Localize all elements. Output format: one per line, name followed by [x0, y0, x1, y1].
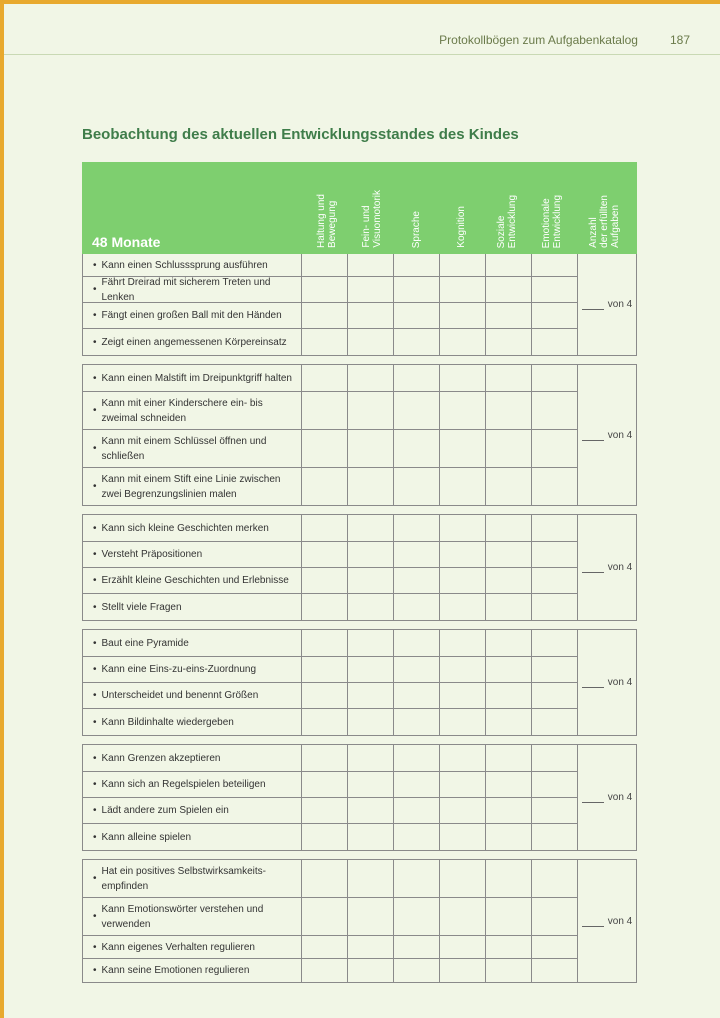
item-description: [83, 657, 302, 682]
checkbox-cell[interactable]: [348, 277, 394, 302]
column-header-count: [574, 162, 634, 254]
item-description: [83, 515, 302, 541]
table-row: [83, 365, 578, 392]
group-rows: [83, 254, 578, 355]
table-row: [83, 594, 578, 620]
checkbox-cell[interactable]: [394, 630, 440, 656]
item-text: Stellt viele Fragen: [101, 601, 182, 613]
observation-table: [82, 162, 637, 983]
item-text: Kann mit einem Schlüssel öffnen und schließen: [101, 435, 267, 462]
checkbox-cell[interactable]: [348, 860, 394, 897]
item-text: Lädt andere zum Spielen ein: [101, 805, 229, 816]
checkbox-cell[interactable]: [486, 515, 532, 541]
checkbox-cell[interactable]: [394, 392, 440, 429]
item-description: [83, 959, 302, 982]
bullet-icon: •: [93, 965, 97, 976]
checkbox-cell[interactable]: [486, 657, 532, 682]
item-text: Kann Emotionswörter verstehen und verwenden: [101, 903, 264, 930]
table-row: [83, 568, 578, 594]
item-text: Fängt einen großen Ball mit den Händen: [101, 310, 282, 321]
checkbox-cell[interactable]: [302, 568, 348, 593]
checkbox-cell[interactable]: [302, 898, 348, 935]
column-header: [304, 162, 349, 254]
table-header: [82, 162, 637, 254]
checkbox-cell[interactable]: [302, 745, 348, 771]
item-text: Kann seine Emotionen regulieren: [101, 965, 250, 976]
checkbox-cell[interactable]: [440, 772, 486, 797]
item-groups: [82, 254, 637, 983]
checkbox-cell[interactable]: [348, 568, 394, 593]
checkbox-cell[interactable]: [302, 959, 348, 982]
bullet-icon: •: [93, 481, 97, 492]
page-number: 187: [669, 33, 690, 47]
checkbox-cell[interactable]: [394, 303, 440, 328]
checkbox-cell[interactable]: [302, 772, 348, 797]
checkbox-cell[interactable]: [440, 303, 486, 328]
checkbox-cell[interactable]: [394, 898, 440, 935]
column-header-label: Emotionale Entwicklung: [540, 194, 563, 248]
table-row: [83, 392, 578, 430]
group-rows: [83, 860, 578, 982]
item-text: Kann mit einem Stift eine Linie zwischen zwei Begrenzungslinien malen: [101, 473, 281, 500]
item-text: Kann einen Malstift im Dreipunktgriff halten: [101, 372, 292, 384]
checkbox-cell[interactable]: [532, 657, 578, 682]
table-row: [83, 630, 578, 657]
checkbox-cell[interactable]: [532, 860, 578, 897]
checkbox-cell[interactable]: [486, 745, 532, 771]
checkbox-cell[interactable]: [348, 254, 394, 276]
checkbox-cell[interactable]: [302, 709, 348, 735]
item-description: [83, 898, 302, 935]
checkbox-cell[interactable]: [394, 860, 440, 897]
page-frame-top: [0, 0, 720, 4]
column-header-label: Sprache: [411, 210, 422, 248]
bullet-icon: •: [93, 779, 97, 790]
checkbox-cell[interactable]: [440, 798, 486, 823]
checkbox-cell[interactable]: [302, 683, 348, 708]
item-description: [83, 568, 302, 593]
item-description: [83, 683, 302, 708]
count-cell[interactable]: [578, 860, 636, 982]
table-row: [83, 798, 578, 824]
item-text: Kann sich an Regelspielen beteiligen: [101, 779, 266, 790]
age-header: [82, 162, 304, 254]
checkbox-cell[interactable]: [486, 798, 532, 823]
checkbox-cell[interactable]: [348, 365, 394, 391]
item-group: [82, 254, 637, 356]
checkbox-cell[interactable]: [348, 824, 394, 850]
count-blank[interactable]: [582, 562, 604, 573]
item-text: Kann eine Eins-zu-eins-Zuordnung: [101, 664, 257, 675]
running-header: [439, 33, 690, 47]
bullet-icon: •: [93, 752, 97, 764]
count-suffix: von 4: [607, 429, 633, 441]
item-group: [82, 364, 637, 506]
checkbox-cell[interactable]: [348, 468, 394, 505]
checkbox-cell[interactable]: [532, 254, 578, 276]
checkbox-cell[interactable]: [394, 798, 440, 823]
checkbox-cell[interactable]: [302, 542, 348, 567]
bullet-icon: •: [93, 716, 97, 728]
table-row: [83, 745, 578, 772]
count-blank[interactable]: [582, 299, 604, 310]
checkbox-cell[interactable]: [440, 542, 486, 567]
checkbox-cell[interactable]: [532, 772, 578, 797]
column-header: [484, 162, 529, 254]
checkbox-cell[interactable]: [348, 709, 394, 735]
checkbox-cell[interactable]: [302, 824, 348, 850]
bullet-icon: •: [93, 310, 97, 321]
table-row: [83, 898, 578, 936]
checkbox-cell[interactable]: [302, 303, 348, 328]
checkbox-cell[interactable]: [394, 468, 440, 505]
checkbox-cell[interactable]: [302, 468, 348, 505]
table-row: [83, 824, 578, 850]
checkbox-cell[interactable]: [532, 515, 578, 541]
checkbox-cell[interactable]: [532, 303, 578, 328]
item-description: [83, 468, 302, 505]
checkbox-cell[interactable]: [394, 657, 440, 682]
column-header: [529, 162, 574, 254]
table-row: [83, 303, 578, 329]
checkbox-cell[interactable]: [532, 898, 578, 935]
bullet-icon: •: [93, 601, 97, 613]
checkbox-cell[interactable]: [394, 959, 440, 982]
checkbox-cell[interactable]: [394, 772, 440, 797]
checkbox-cell[interactable]: [440, 657, 486, 682]
checkbox-cell[interactable]: [348, 657, 394, 682]
table-row: [83, 468, 578, 505]
item-text: Kann mit einer Kinderschere ein- bis zweimal schneiden: [101, 397, 263, 424]
count-blank[interactable]: [582, 792, 604, 803]
table-row: [83, 860, 578, 898]
section-title: Beobachtung des aktuellen Entwicklungsstandes des Kindes: [82, 126, 519, 143]
count-cell[interactable]: [578, 630, 636, 735]
bullet-icon: •: [93, 805, 97, 816]
item-description: [83, 542, 302, 567]
item-description: [83, 430, 302, 467]
checkbox-cell[interactable]: [532, 594, 578, 620]
count-suffix: von 4: [607, 792, 633, 803]
column-header-label: Haltung und Bewegung: [315, 194, 338, 248]
item-text: Versteht Präpositionen: [101, 549, 203, 560]
checkbox-cell[interactable]: [394, 515, 440, 541]
checkbox-cell[interactable]: [486, 542, 532, 567]
bullet-icon: •: [93, 259, 97, 271]
checkbox-cell[interactable]: [532, 798, 578, 823]
table-row: [83, 515, 578, 542]
checkbox-cell[interactable]: [486, 683, 532, 708]
checkbox-cell[interactable]: [486, 709, 532, 735]
checkbox-cell[interactable]: [440, 392, 486, 429]
table-row: [83, 683, 578, 709]
column-header-label: Soziale Entwicklung: [495, 194, 518, 248]
checkbox-cell[interactable]: [440, 745, 486, 771]
count-cell[interactable]: [578, 745, 636, 850]
checkbox-cell[interactable]: [440, 709, 486, 735]
checkbox-cell[interactable]: [394, 594, 440, 620]
checkbox-cell[interactable]: [302, 392, 348, 429]
checkbox-cell[interactable]: [532, 542, 578, 567]
column-header-label: Anzahl der erfüllten Aufgaben: [587, 195, 621, 248]
item-description: [83, 303, 302, 328]
checkbox-cell[interactable]: [486, 365, 532, 391]
checkbox-cell[interactable]: [486, 468, 532, 505]
checkbox-cell[interactable]: [302, 630, 348, 656]
checkbox-cell[interactable]: [440, 630, 486, 656]
checkbox-cell[interactable]: [302, 277, 348, 302]
table-row: [83, 936, 578, 959]
checkbox-cell[interactable]: [532, 959, 578, 982]
item-description: [83, 709, 302, 735]
item-text: Kann eigenes Verhalten regulieren: [101, 941, 255, 953]
checkbox-cell[interactable]: [348, 630, 394, 656]
checkbox-cell[interactable]: [302, 936, 348, 958]
column-header: [439, 162, 484, 254]
item-description: [83, 392, 302, 429]
checkbox-cell[interactable]: [532, 277, 578, 302]
count-blank[interactable]: [582, 677, 604, 688]
group-rows: [83, 745, 578, 850]
checkbox-cell[interactable]: [440, 277, 486, 302]
item-text: Kann einen Schlusssprung ausführen: [101, 259, 268, 271]
page-frame-left: [0, 0, 4, 1018]
item-text: Kann alleine spielen: [101, 831, 192, 843]
bullet-icon: •: [93, 522, 97, 534]
column-header: [394, 162, 439, 254]
checkbox-cell[interactable]: [440, 683, 486, 708]
checkbox-cell[interactable]: [394, 365, 440, 391]
count-suffix: von 4: [607, 299, 633, 310]
checkbox-cell[interactable]: [348, 772, 394, 797]
column-header: [349, 162, 394, 254]
item-description: [83, 277, 302, 302]
bullet-icon: •: [93, 873, 97, 884]
checkbox-cell[interactable]: [348, 898, 394, 935]
table-row: [83, 277, 578, 303]
checkbox-cell[interactable]: [532, 936, 578, 958]
group-rows: [83, 630, 578, 735]
checkbox-cell[interactable]: [302, 594, 348, 620]
checkbox-cell[interactable]: [440, 959, 486, 982]
checkbox-cell[interactable]: [348, 515, 394, 541]
checkbox-cell[interactable]: [394, 709, 440, 735]
item-group: [82, 514, 637, 621]
item-description: [83, 630, 302, 656]
table-row: [83, 542, 578, 568]
item-description: [83, 254, 302, 276]
table-row: [83, 959, 578, 982]
bullet-icon: •: [93, 941, 97, 953]
item-text: Hat ein positives Selbstwirksamkeits-empfinden: [101, 865, 267, 892]
checkbox-cell[interactable]: [532, 392, 578, 429]
checkbox-cell[interactable]: [532, 683, 578, 708]
count-blank[interactable]: [582, 430, 604, 441]
checkbox-cell[interactable]: [394, 745, 440, 771]
checkbox-cell[interactable]: [440, 824, 486, 850]
checkbox-cell[interactable]: [486, 254, 532, 276]
table-row: [83, 709, 578, 735]
item-text: Fährt Dreirad mit sicherem Treten und Lenken: [101, 276, 271, 303]
checkbox-cell[interactable]: [302, 860, 348, 897]
item-description: [83, 798, 302, 823]
checkbox-cell[interactable]: [532, 468, 578, 505]
checkbox-cell[interactable]: [394, 824, 440, 850]
checkbox-cell[interactable]: [302, 430, 348, 467]
item-description: [83, 594, 302, 620]
bullet-icon: •: [93, 549, 97, 560]
age-label: 48 Monate: [92, 234, 161, 250]
checkbox-cell[interactable]: [348, 392, 394, 429]
checkbox-cell[interactable]: [348, 798, 394, 823]
count-suffix: von 4: [607, 915, 633, 927]
bullet-icon: •: [93, 284, 97, 295]
checkbox-cell[interactable]: [394, 430, 440, 467]
checkbox-cell[interactable]: [440, 568, 486, 593]
bullet-icon: •: [93, 664, 97, 675]
checkbox-cell[interactable]: [348, 936, 394, 958]
checkbox-cell[interactable]: [440, 329, 486, 355]
item-description: [83, 329, 302, 355]
bullet-icon: •: [93, 831, 97, 843]
bullet-icon: •: [93, 911, 97, 922]
table-row: [83, 430, 578, 468]
checkbox-cell[interactable]: [348, 683, 394, 708]
checkbox-cell[interactable]: [302, 254, 348, 276]
checkbox-cell[interactable]: [486, 303, 532, 328]
checkbox-cell[interactable]: [394, 254, 440, 276]
item-text: Kann Bildinhalte wiedergeben: [101, 716, 234, 728]
count-cell[interactable]: [578, 365, 636, 505]
checkbox-cell[interactable]: [348, 542, 394, 567]
item-description: [83, 824, 302, 850]
table-row: [83, 657, 578, 683]
bullet-icon: •: [93, 336, 97, 348]
count-blank[interactable]: [582, 916, 604, 927]
bullet-icon: •: [93, 637, 97, 649]
checkbox-cell[interactable]: [486, 772, 532, 797]
item-group: [82, 629, 637, 736]
checkbox-cell[interactable]: [440, 898, 486, 935]
checkbox-cell[interactable]: [302, 365, 348, 391]
checkbox-cell[interactable]: [532, 430, 578, 467]
checkbox-cell[interactable]: [486, 824, 532, 850]
item-group: [82, 859, 637, 983]
count-cell[interactable]: [578, 515, 636, 620]
checkbox-cell[interactable]: [394, 542, 440, 567]
checkbox-cell[interactable]: [348, 745, 394, 771]
checkbox-cell[interactable]: [486, 430, 532, 467]
item-text: Kann sich kleine Geschichten merken: [101, 522, 269, 534]
running-header-title: Protokollbögen zum Aufgabenkatalog: [439, 33, 638, 47]
group-rows: [83, 365, 578, 505]
item-text: Kann Grenzen akzeptieren: [101, 752, 221, 764]
checkbox-cell[interactable]: [348, 303, 394, 328]
checkbox-cell[interactable]: [440, 936, 486, 958]
header-rule: [4, 54, 720, 55]
bullet-icon: •: [93, 575, 97, 586]
count-suffix: von 4: [607, 562, 633, 573]
checkbox-cell[interactable]: [486, 898, 532, 935]
checkbox-cell[interactable]: [440, 860, 486, 897]
checkbox-cell[interactable]: [486, 392, 532, 429]
checkbox-cell[interactable]: [394, 568, 440, 593]
item-description: [83, 936, 302, 958]
checkbox-cell[interactable]: [532, 709, 578, 735]
item-description: [83, 860, 302, 897]
group-rows: [83, 515, 578, 620]
bullet-icon: •: [93, 372, 97, 384]
checkbox-cell[interactable]: [348, 594, 394, 620]
checkbox-cell[interactable]: [348, 959, 394, 982]
checkbox-cell[interactable]: [440, 468, 486, 505]
checkbox-cell[interactable]: [486, 329, 532, 355]
checkbox-cell[interactable]: [394, 329, 440, 355]
bullet-icon: •: [93, 690, 97, 701]
column-header-label: Kognition: [456, 206, 467, 248]
checkbox-cell[interactable]: [486, 860, 532, 897]
item-group: [82, 744, 637, 851]
table-row: [83, 329, 578, 355]
column-header-label: Fein- und Visuomotorik: [360, 190, 383, 248]
checkbox-cell[interactable]: [394, 277, 440, 302]
item-text: Baut eine Pyramide: [101, 637, 189, 649]
checkbox-cell[interactable]: [440, 254, 486, 276]
checkbox-cell[interactable]: [486, 568, 532, 593]
checkbox-cell[interactable]: [486, 936, 532, 958]
checkbox-cell[interactable]: [486, 630, 532, 656]
checkbox-cell[interactable]: [440, 515, 486, 541]
checkbox-cell[interactable]: [302, 329, 348, 355]
checkbox-cell[interactable]: [532, 745, 578, 771]
item-text: Erzählt kleine Geschichten und Erlebnisse: [101, 575, 289, 586]
item-text: Zeigt einen angemessenen Körpereinsatz: [101, 336, 287, 348]
item-description: [83, 745, 302, 771]
checkbox-cell[interactable]: [486, 959, 532, 982]
bullet-icon: •: [93, 405, 97, 416]
checkbox-cell[interactable]: [348, 329, 394, 355]
checkbox-cell[interactable]: [532, 824, 578, 850]
checkbox-cell[interactable]: [486, 594, 532, 620]
checkbox-cell[interactable]: [302, 798, 348, 823]
item-description: [83, 772, 302, 797]
checkbox-cell[interactable]: [394, 683, 440, 708]
checkbox-cell[interactable]: [532, 329, 578, 355]
bullet-icon: •: [93, 443, 97, 454]
checkbox-cell[interactable]: [348, 430, 394, 467]
checkbox-cell[interactable]: [532, 568, 578, 593]
item-description: [83, 365, 302, 391]
table-row: [83, 772, 578, 798]
checkbox-cell[interactable]: [440, 365, 486, 391]
count-suffix: von 4: [607, 677, 633, 688]
checkbox-cell[interactable]: [302, 515, 348, 541]
checkbox-cell[interactable]: [394, 936, 440, 958]
item-text: Unterscheidet und benennt Größen: [101, 690, 259, 701]
checkbox-cell[interactable]: [532, 630, 578, 656]
checkbox-cell[interactable]: [532, 365, 578, 391]
count-cell[interactable]: [578, 254, 636, 355]
checkbox-cell[interactable]: [440, 430, 486, 467]
checkbox-cell[interactable]: [302, 657, 348, 682]
checkbox-cell[interactable]: [486, 277, 532, 302]
checkbox-cell[interactable]: [440, 594, 486, 620]
